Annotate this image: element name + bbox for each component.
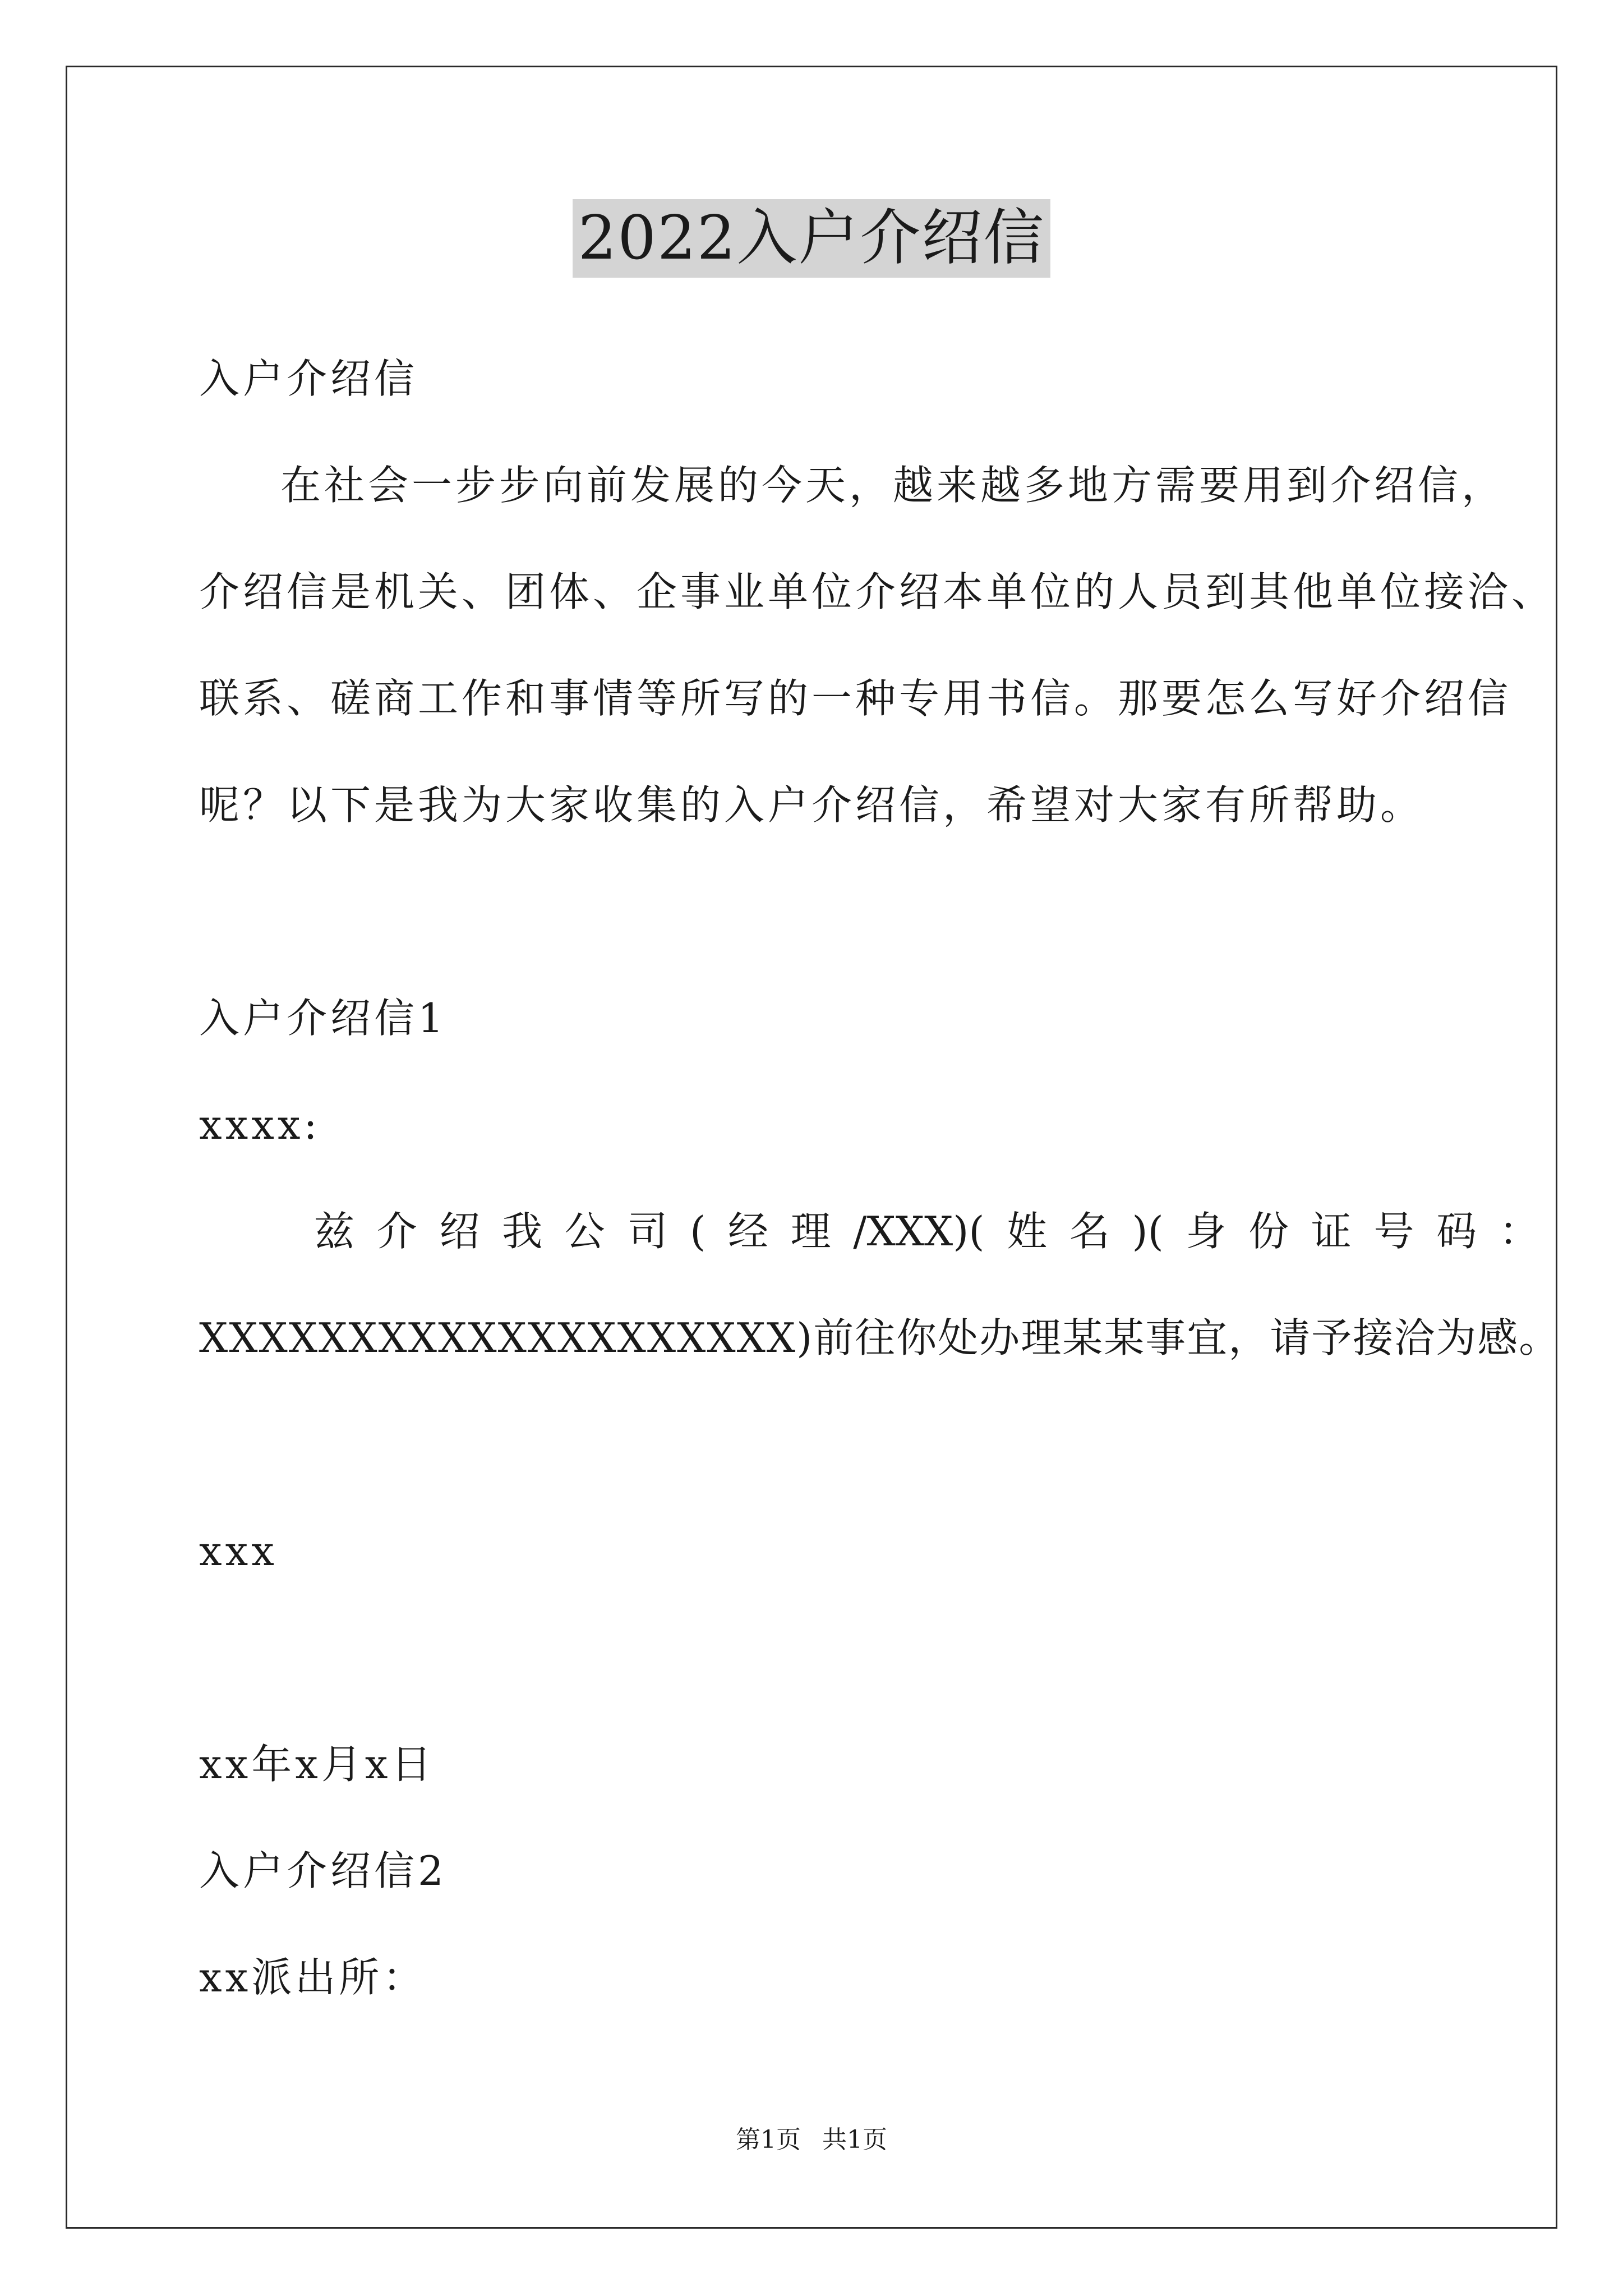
- letter2-heading: 入户介绍信2: [199, 1847, 447, 1894]
- body-char: /XXX)(: [853, 1208, 985, 1255]
- section-heading: 入户介绍信: [199, 355, 418, 402]
- letter1-date: xx年x月x日: [199, 1741, 435, 1788]
- body-char: 身: [1186, 1208, 1227, 1255]
- body-char: 份: [1248, 1208, 1289, 1255]
- letter1-heading: 入户介绍信1: [199, 995, 447, 1042]
- letter1-signature: xxx: [199, 1527, 278, 1575]
- body-char: 司: [627, 1208, 668, 1255]
- page-footer: [0, 2123, 1623, 2157]
- body-char: 我: [502, 1208, 543, 1255]
- body-char: 号: [1373, 1208, 1414, 1255]
- body-char: 介: [376, 1208, 417, 1255]
- page-total: 共1页: [822, 2125, 887, 2154]
- body-char: 证: [1311, 1208, 1352, 1255]
- body-char: )(: [1132, 1208, 1164, 1255]
- body-char: ：: [1498, 1208, 1539, 1255]
- letter1-salutation: xxxx:: [199, 1101, 321, 1148]
- body-char: 绍: [439, 1208, 480, 1255]
- document-title: 2022入户介绍信: [573, 199, 1051, 278]
- body-char: (: [690, 1208, 706, 1255]
- page-number: 第1页: [736, 2125, 801, 2154]
- letter1-body-line-2: XXXXXXXXXXXXXXXXXXXX)前往你处办理某某事宜，请予接洽为感。: [199, 1314, 1561, 1361]
- title-container: [0, 199, 1623, 278]
- body-char: 姓: [1007, 1208, 1048, 1255]
- letter2-salutation: xx派出所：: [199, 1954, 427, 2001]
- body-char: 兹: [314, 1208, 355, 1255]
- intro-line-4: 呢？以下是我为大家收集的入户介绍信，希望对大家有所帮助。: [199, 781, 1424, 829]
- body-char: 经: [727, 1208, 768, 1255]
- body-char: 名: [1069, 1208, 1110, 1255]
- intro-line-2: 介绍信是机关、团体、企事业单位介绍本单位的人员到其他单位接洽、: [199, 568, 1556, 615]
- letter1-body-line-1: [314, 1203, 1539, 1259]
- body-char: 码: [1436, 1208, 1477, 1255]
- intro-line-3: 联系、磋商工作和事情等所写的一种专用书信。那要怎么写好介绍信: [199, 675, 1512, 722]
- body-char: 公: [564, 1208, 605, 1255]
- intro-line-1: 在社会一步步向前发展的今天，越来越多地方需要用到介绍信，: [280, 462, 1506, 509]
- body-char: 理: [790, 1208, 831, 1255]
